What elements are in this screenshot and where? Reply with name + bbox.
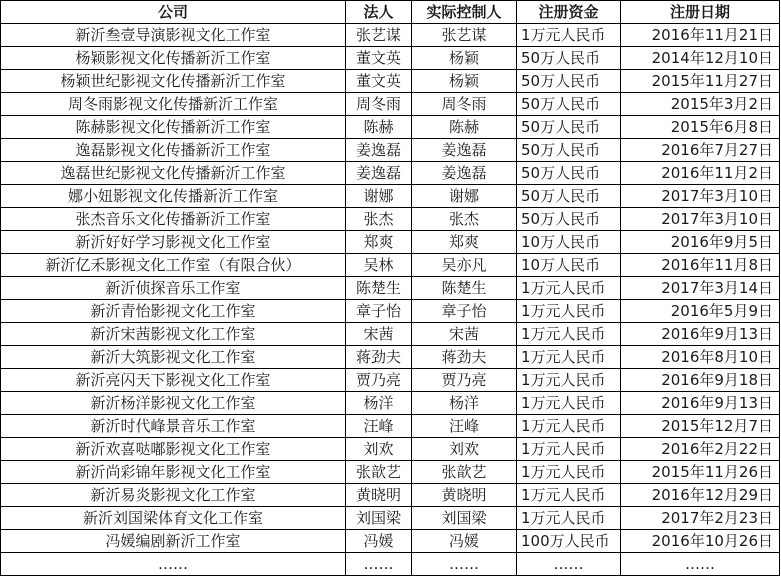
cell-date: 2016年5月9日: [621, 300, 780, 323]
cell-date: 2017年3月10日: [621, 185, 780, 208]
table-row: [1, 530, 780, 553]
cell-capital: 1万元人民币: [517, 369, 621, 392]
cell-capital: 1万元人民币: [517, 346, 621, 369]
table-row: [1, 300, 780, 323]
header-legal-rep: 法人: [346, 1, 412, 24]
cell-company: 新沂大筑影视文化工作室: [1, 346, 346, 369]
cell-controller: 吴亦凡: [412, 254, 517, 277]
cell-company: 新沂叁壹导演影视文化工作室: [1, 24, 346, 47]
table-row: [1, 139, 780, 162]
cell-date: 2016年2月22日: [621, 438, 780, 461]
cell-legal-rep: 谢娜: [346, 185, 412, 208]
cell-company: 逸磊世纪影视文化传播新沂工作室: [1, 162, 346, 185]
cell-controller: 冯媛: [412, 530, 517, 553]
cell-date: 2016年11月21日: [621, 24, 780, 47]
cell-capital: ……: [517, 553, 621, 576]
table-row: [1, 277, 780, 300]
table-row: [1, 553, 780, 576]
cell-legal-rep: 汪峰: [346, 415, 412, 438]
cell-legal-rep: 陈赫: [346, 116, 412, 139]
cell-legal-rep: 黄晓明: [346, 484, 412, 507]
cell-controller: 谢娜: [412, 185, 517, 208]
cell-date: 2016年9月13日: [621, 392, 780, 415]
cell-company: 新沂亮闪天下影视文化工作室: [1, 369, 346, 392]
table-row: [1, 415, 780, 438]
cell-controller: 贾乃亮: [412, 369, 517, 392]
cell-date: 2016年9月18日: [621, 369, 780, 392]
table-row: [1, 254, 780, 277]
table-row: [1, 24, 780, 47]
cell-company: 陈赫影视文化传播新沂工作室: [1, 116, 346, 139]
cell-capital: 10万人民币: [517, 254, 621, 277]
cell-legal-rep: 章子怡: [346, 300, 412, 323]
header-controller: 实际控制人: [412, 1, 517, 24]
cell-company: 新沂尚彩锦年影视文化工作室: [1, 461, 346, 484]
cell-controller: 汪峰: [412, 415, 517, 438]
table-body: [1, 24, 780, 576]
cell-controller: 陈赫: [412, 116, 517, 139]
cell-capital: 50万人民币: [517, 116, 621, 139]
cell-legal-rep: 宋茜: [346, 323, 412, 346]
cell-capital: 50万人民币: [517, 208, 621, 231]
cell-date: 2017年2月23日: [621, 507, 780, 530]
table-row: [1, 438, 780, 461]
table-row: [1, 346, 780, 369]
header-date: 注册日期: [621, 1, 780, 24]
cell-company: 新沂亿禾影视文化工作室（有限合伙）: [1, 254, 346, 277]
cell-company: ……: [1, 553, 346, 576]
header-company: 公司: [1, 1, 346, 24]
cell-date: 2015年3月2日: [621, 93, 780, 116]
cell-date: 2016年11月2日: [621, 162, 780, 185]
cell-date: 2017年3月14日: [621, 277, 780, 300]
table-row: [1, 162, 780, 185]
cell-date: 2016年9月13日: [621, 323, 780, 346]
cell-capital: 1万元人民币: [517, 300, 621, 323]
cell-company: 新沂宋茜影视文化工作室: [1, 323, 346, 346]
cell-capital: 50万人民币: [517, 70, 621, 93]
cell-legal-rep: 董文英: [346, 70, 412, 93]
cell-date: 2015年6月8日: [621, 116, 780, 139]
cell-capital: 10万人民币: [517, 231, 621, 254]
cell-controller: 张艺谋: [412, 24, 517, 47]
table-row: [1, 507, 780, 530]
cell-date: 2016年9月5日: [621, 231, 780, 254]
cell-capital: 100万人民币: [517, 530, 621, 553]
cell-company: 新沂欢喜哒嘟影视文化工作室: [1, 438, 346, 461]
table-row: [1, 484, 780, 507]
cell-company: 新沂好好学习影视文化工作室: [1, 231, 346, 254]
cell-controller: 张歆艺: [412, 461, 517, 484]
cell-date: 2014年12月10日: [621, 47, 780, 70]
cell-date: 2015年12月7日: [621, 415, 780, 438]
cell-controller: 姜逸磊: [412, 162, 517, 185]
cell-date: ……: [621, 553, 780, 576]
cell-capital: 1万元人民币: [517, 24, 621, 47]
table-row: [1, 231, 780, 254]
table-row: [1, 116, 780, 139]
cell-controller: 陈楚生: [412, 277, 517, 300]
cell-legal-rep: 吴林: [346, 254, 412, 277]
cell-controller: ……: [412, 553, 517, 576]
cell-legal-rep: 杨洋: [346, 392, 412, 415]
cell-company: 娜小妞影视文化传播新沂工作室: [1, 185, 346, 208]
cell-date: 2016年10月26日: [621, 530, 780, 553]
cell-controller: 蒋劲夫: [412, 346, 517, 369]
cell-legal-rep: 冯媛: [346, 530, 412, 553]
cell-legal-rep: 董文英: [346, 47, 412, 70]
cell-controller: 姜逸磊: [412, 139, 517, 162]
cell-capital: 1万元人民币: [517, 438, 621, 461]
table-row: [1, 461, 780, 484]
cell-controller: 周冬雨: [412, 93, 517, 116]
cell-controller: 宋茜: [412, 323, 517, 346]
cell-date: 2016年12月29日: [621, 484, 780, 507]
cell-company: 逸磊影视文化传播新沂工作室: [1, 139, 346, 162]
cell-company: 新沂青怡影视文化工作室: [1, 300, 346, 323]
cell-capital: 1万元人民币: [517, 461, 621, 484]
cell-legal-rep: 姜逸磊: [346, 139, 412, 162]
cell-capital: 1万元人民币: [517, 277, 621, 300]
cell-date: 2016年8月10日: [621, 346, 780, 369]
cell-legal-rep: 蒋劲夫: [346, 346, 412, 369]
cell-date: 2017年3月10日: [621, 208, 780, 231]
table-row: [1, 369, 780, 392]
cell-legal-rep: 姜逸磊: [346, 162, 412, 185]
cell-company: 新沂刘国梁体育文化工作室: [1, 507, 346, 530]
cell-date: 2015年11月27日: [621, 70, 780, 93]
cell-capital: 50万人民币: [517, 47, 621, 70]
cell-controller: 郑爽: [412, 231, 517, 254]
table-row: [1, 392, 780, 415]
cell-date: 2016年11月8日: [621, 254, 780, 277]
cell-legal-rep: 郑爽: [346, 231, 412, 254]
cell-company: 新沂侦探音乐工作室: [1, 277, 346, 300]
cell-company: 张杰音乐文化传播新沂工作室: [1, 208, 346, 231]
cell-capital: 1万元人民币: [517, 323, 621, 346]
cell-capital: 50万人民币: [517, 185, 621, 208]
cell-legal-rep: ……: [346, 553, 412, 576]
cell-company: 周冬雨影视文化传播新沂工作室: [1, 93, 346, 116]
cell-company: 冯媛编剧新沂工作室: [1, 530, 346, 553]
cell-controller: 刘国梁: [412, 507, 517, 530]
cell-company: 新沂易炎影视文化工作室: [1, 484, 346, 507]
cell-legal-rep: 刘欢: [346, 438, 412, 461]
cell-company: 新沂时代峰景音乐工作室: [1, 415, 346, 438]
cell-legal-rep: 张杰: [346, 208, 412, 231]
table-row: [1, 185, 780, 208]
cell-legal-rep: 刘国梁: [346, 507, 412, 530]
cell-capital: 1万元人民币: [517, 484, 621, 507]
cell-date: 2015年11月26日: [621, 461, 780, 484]
cell-legal-rep: 陈楚生: [346, 277, 412, 300]
cell-capital: 1万元人民币: [517, 507, 621, 530]
cell-controller: 黄晓明: [412, 484, 517, 507]
cell-date: 2016年7月27日: [621, 139, 780, 162]
cell-capital: 50万人民币: [517, 139, 621, 162]
cell-capital: 1万元人民币: [517, 392, 621, 415]
cell-controller: 杨洋: [412, 392, 517, 415]
cell-controller: 杨颖: [412, 47, 517, 70]
cell-legal-rep: 贾乃亮: [346, 369, 412, 392]
cell-controller: 张杰: [412, 208, 517, 231]
cell-capital: 50万人民币: [517, 93, 621, 116]
cell-controller: 刘欢: [412, 438, 517, 461]
cell-legal-rep: 周冬雨: [346, 93, 412, 116]
table-row: [1, 323, 780, 346]
header-row: [1, 1, 780, 24]
cell-legal-rep: 张艺谋: [346, 24, 412, 47]
table-row: [1, 47, 780, 70]
cell-capital: 50万人民币: [517, 162, 621, 185]
header-capital: 注册资金: [517, 1, 621, 24]
cell-capital: 1万元人民币: [517, 415, 621, 438]
cell-controller: 章子怡: [412, 300, 517, 323]
cell-company: 杨颖影视文化传播新沂工作室: [1, 47, 346, 70]
cell-legal-rep: 张歆艺: [346, 461, 412, 484]
cell-company: 新沂杨洋影视文化工作室: [1, 392, 346, 415]
cell-controller: 杨颖: [412, 70, 517, 93]
cell-company: 杨颖世纪影视文化传播新沂工作室: [1, 70, 346, 93]
table-row: [1, 70, 780, 93]
table-row: [1, 208, 780, 231]
table-row: [1, 93, 780, 116]
